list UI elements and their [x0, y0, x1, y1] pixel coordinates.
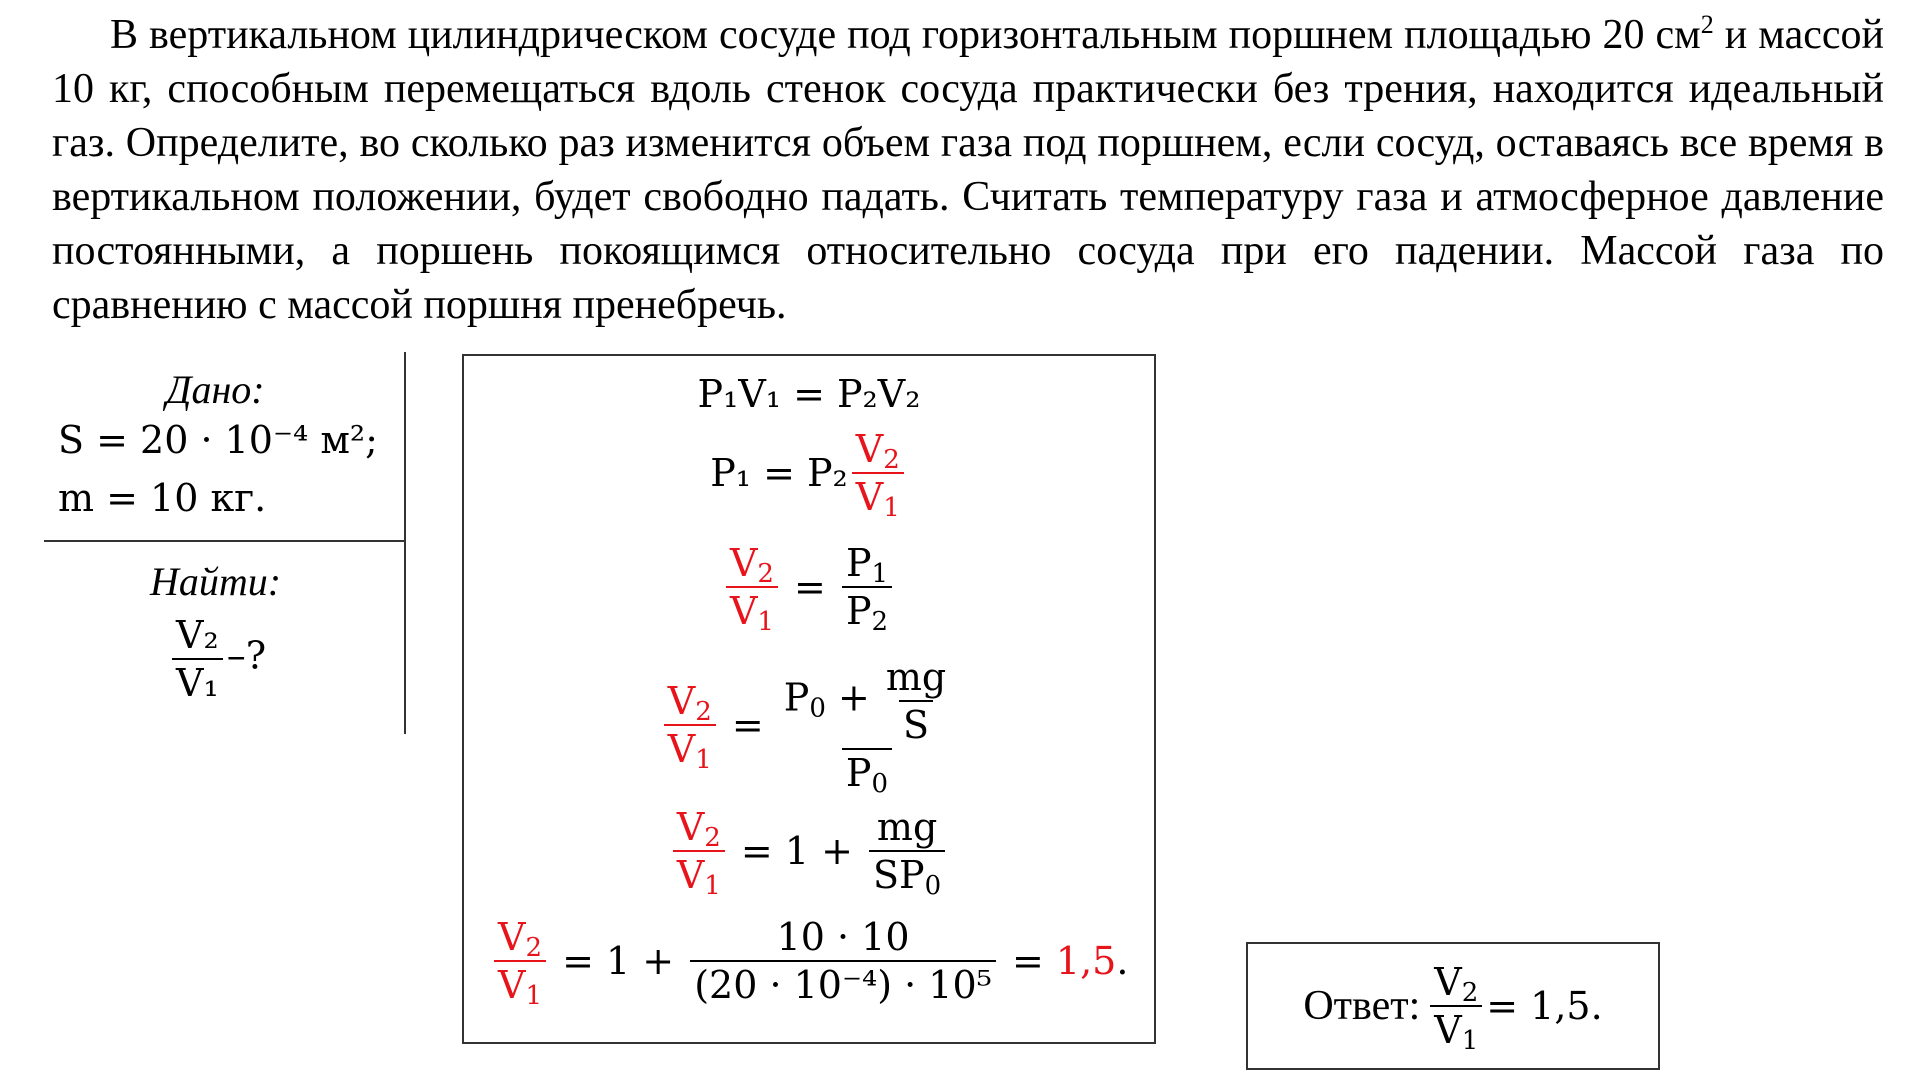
answer-label: Ответ: — [1303, 983, 1421, 1029]
given-divider-vertical — [404, 352, 406, 734]
eq2-left: P₁ = P₂ — [710, 451, 848, 495]
given-title: Дано: — [166, 367, 265, 412]
find-target — [168, 614, 266, 704]
find-den: V₁ — [172, 658, 223, 704]
equation-pressures: $\frac{V_2}{V_1}$ = $P_0$ + $\frac{mg}{S}$ $P_0$ — [464, 656, 1154, 794]
eq6-den: (20 · 10⁻⁴) · 10⁵ — [690, 960, 996, 1006]
equation-ratio: $\frac{V_2}{V_1}$ = $\frac{P_1}{P_2}$ — [464, 542, 1154, 632]
equation-simplified: $\frac{V_2}{V_1}$ = 1 + $\frac{mg}{SP_0}$ — [464, 806, 1154, 896]
problem-sup: 2 — [1700, 10, 1714, 39]
equation-boyle: P₁V₁ = P₂V₂ — [697, 372, 921, 416]
given-mass: m = 10 кг. — [58, 476, 267, 520]
find-num: V₂ — [176, 613, 219, 657]
answer-value: = 1,5. — [1486, 984, 1603, 1028]
given-divider-horizontal — [44, 540, 406, 542]
given-area: S = 20 · 10⁻⁴ м²; — [58, 418, 378, 462]
find-suffix: –? — [226, 633, 267, 678]
problem-text: В вертикальном цилиндрическом сосуде под горизонтальным поршнем площадью 20 см — [110, 12, 1701, 58]
equation-numeric: $\frac{V_2}{V_1}$ = 1 + $\frac{10 \cdot 10}{\text{(20 · 10⁻⁴) · 10⁵}}$ = 1,5 . — [464, 916, 1154, 1006]
result-value: 1,5 — [1055, 939, 1117, 983]
equation-p1: P₁ = P₂ $\frac{V_2}{V_1}$ — [464, 428, 1154, 518]
result-dot: . — [1116, 939, 1129, 983]
eq6-num: 10 · 10 — [776, 915, 910, 959]
problem-statement — [52, 8, 1884, 332]
find-title: Найти: — [150, 559, 282, 604]
solution-box — [462, 354, 1156, 1044]
answer-box: Ответ: $\frac{V_2}{V_1}$ = 1,5. — [1246, 942, 1660, 1070]
problem-text-after: и массой 10 кг, способным перемещаться вдоль стенок сосуда практически без трения, находится идеальный газ. Определите, во сколько раз изменится объем газа под поршнем, если сосуд, оставаясь все время в вертикальном положении, будет свободно падать. Считать температуру газа и атмосферное давление постоянными, а поршень покоящимся относительно сосуда при его падении. Массой газа по сравнению с массой поршня пренебречь. — [52, 12, 1885, 328]
